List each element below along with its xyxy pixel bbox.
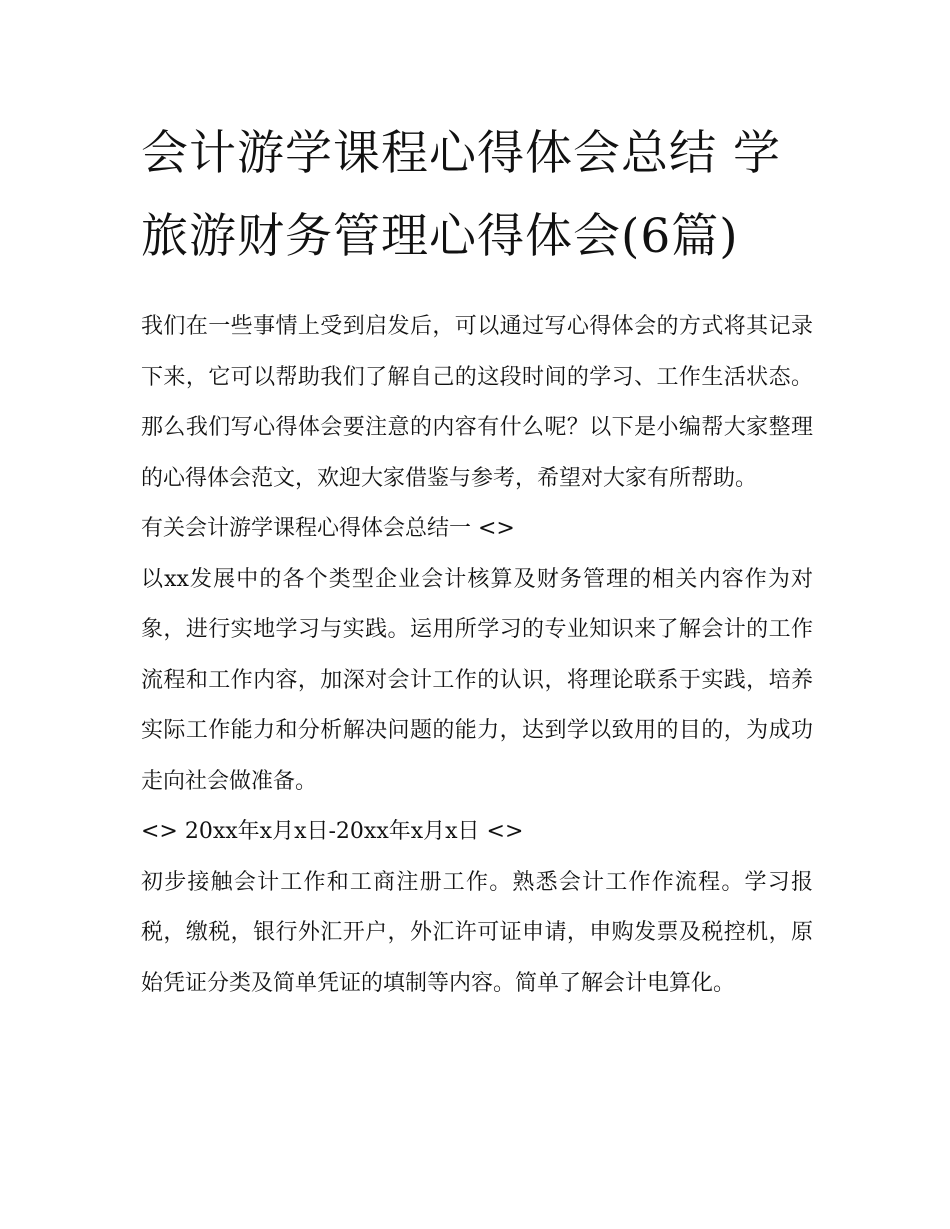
- document-page: [141, 112, 813, 1009]
- body-paragraph: 初步接触会计工作和工商注册工作。熟悉会计工作作流程。学习报税，缴税，银行外汇开户，外汇许可证申请，申购发票及税控机，原始凭证分类及简单凭证的填制等内容。简单了解会计电算化。: [141, 869, 813, 996]
- body-paragraph: 以xx发展中的各个类型企业会计核算及财务管理的相关内容作为对象，进行实地学习与实践。运用所学习的专业知识来了解会计的工作流程和工作内容，加深对会计工作的认识，将理论联系于实践，培养实际工作能力和分析解决问题的能力，达到学以致用的目的，为成功走向社会做准备。: [141, 566, 813, 794]
- date-range-line: <> 20xx年x月x日-20xx年x月x日 <>: [141, 819, 524, 844]
- document-title: 会计游学课程心得体会总结 学旅游财务管理心得体会(6篇): [141, 126, 781, 264]
- section-heading: 有关会计游学课程心得体会总结一 <>: [141, 516, 515, 541]
- intro-paragraph: 我们在一些事情上受到启发后，可以通过写心得体会的方式将其记录下来，它可以帮助我们了解自己的这段时间的学习、工作生活状态。那么我们写心得体会要注意的内容有什么呢？以下是小编帮大家整理的心得体会范文，欢迎大家借鉴与参考，希望对大家有所帮助。: [141, 314, 813, 491]
